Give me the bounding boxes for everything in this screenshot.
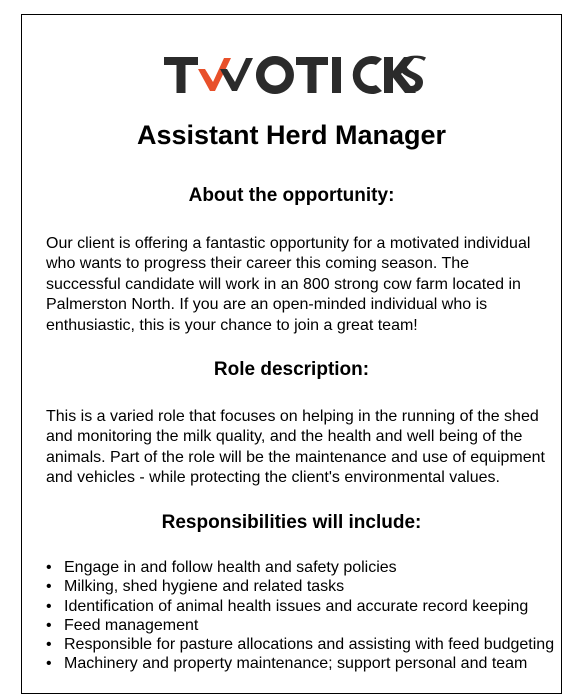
responsibilities-list: [46, 558, 556, 674]
job-title: Assistant Herd Manager: [136, 120, 447, 150]
responsibilities-heading: Responsibilities will include:: [161, 512, 422, 533]
list-item-text: Engage in and follow health and safety policies: [64, 559, 397, 576]
list-item-text: Machinery and property maintenance; support personal and team: [64, 655, 528, 673]
job-document: [21, 14, 562, 694]
bullet-icon: •: [46, 616, 52, 634]
about-heading: About the opportunity:: [188, 185, 395, 206]
list-item: [46, 558, 556, 577]
list-item-text: Milking, shed hygiene and related tasks: [64, 578, 345, 596]
list-item: [46, 635, 556, 654]
bullet-icon: •: [46, 578, 52, 596]
list-item: [46, 616, 556, 635]
bullet-icon: •: [46, 636, 52, 654]
bullet-icon: •: [46, 559, 52, 576]
list-item: [46, 654, 556, 673]
about-paragraph: Our client is offering a fantastic opportunity for a motivated individual who wants to progress their career this coming season. The successful candidate will work in an 800 strong cow farm located in Palmerston North. If you are an open-minded individual who is enthusiastic, this is your chance to join a great team!: [46, 235, 531, 334]
list-item-text: Responsible for pasture allocations and assisting with feed budgeting: [64, 636, 555, 654]
list-item-text: Identification of animal health issues and accurate record keeping: [64, 597, 529, 615]
list-item: [46, 577, 556, 596]
twoticks-logo: [162, 51, 426, 97]
bullet-icon: •: [46, 655, 52, 673]
list-item: [46, 597, 556, 616]
twoticks-logo-image: [162, 51, 426, 97]
role-heading: Role description:: [213, 359, 370, 380]
bullet-icon: •: [46, 597, 52, 615]
list-item-text: Feed management: [64, 616, 199, 634]
role-paragraph: This is a varied role that focuses on helping in the running of the shed and monitoring the milk quality, and the health and well being of the animals. Part of the role will be the maintenance and use of equipment and vehicles - while protecting the client's environmental values.: [46, 408, 545, 487]
